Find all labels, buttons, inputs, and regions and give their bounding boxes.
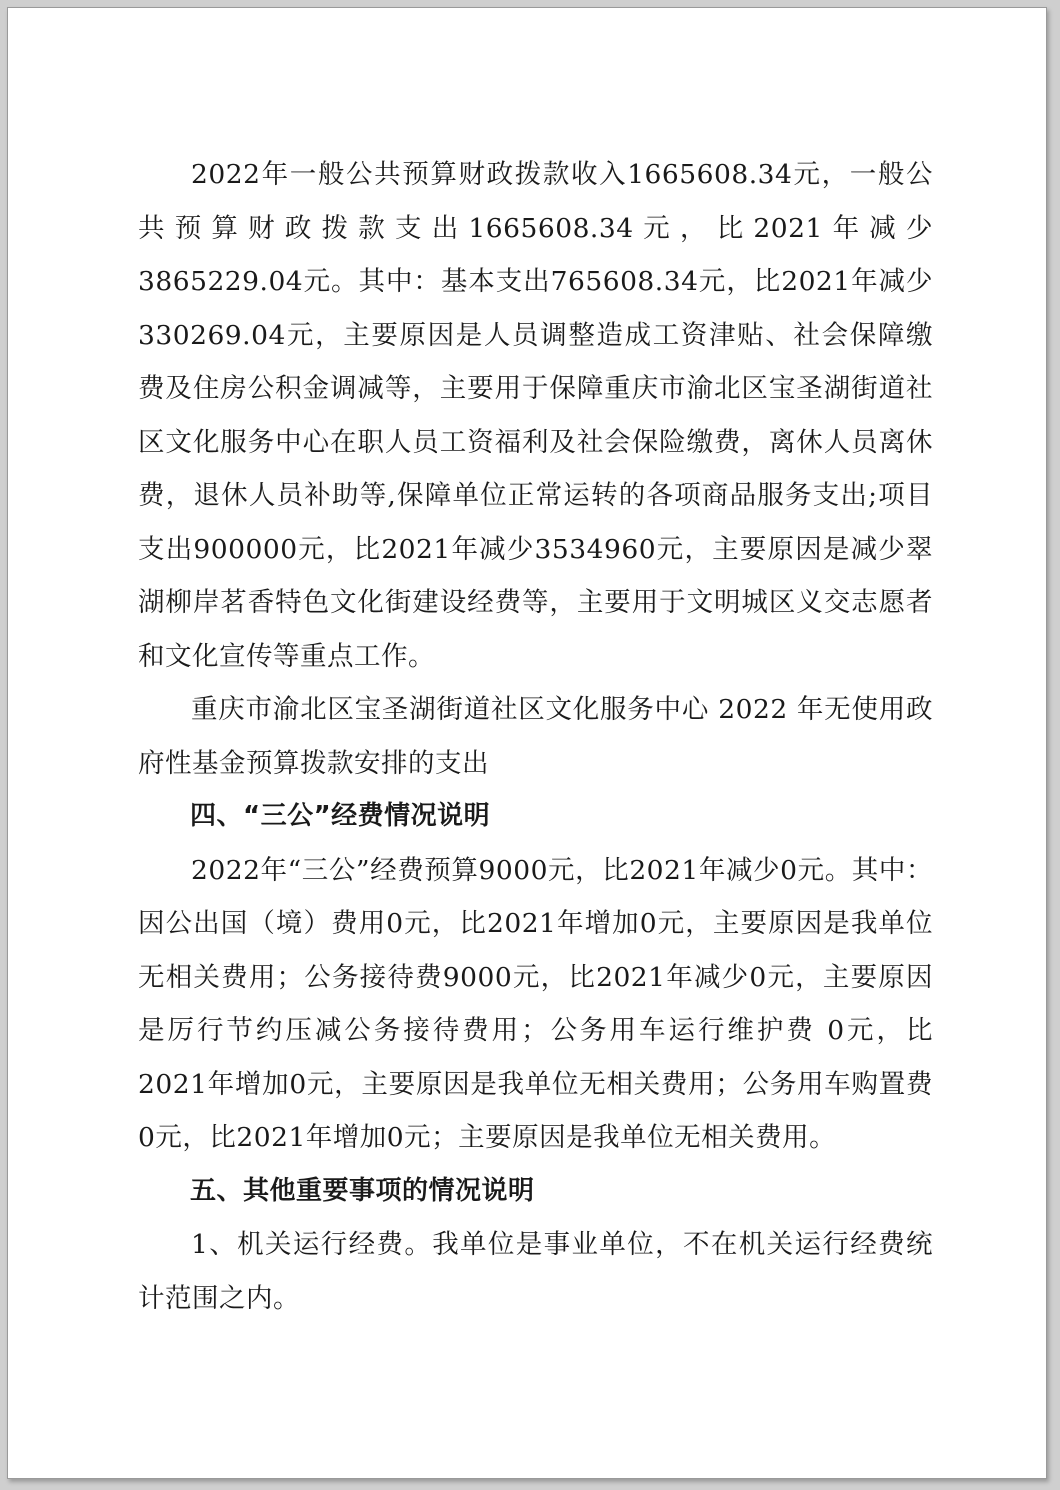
document-body <box>138 148 933 1325</box>
section-heading-three-public: 四、“三公”经费情况说明 <box>190 801 491 831</box>
paragraph-budget-expenditure: 2022年一般公共预算财政拨款收入1665608.34元，一般公共预算财政拨款支出1665608.34元，比2021年减少3865229.04元。其中：基本支出765608.34元，比2021年减少330269.04元，主要原因是人员调整造成工资津贴、社会保障缴费及住房公积金调减等，主要用于保障重庆市渝北区宝圣湖街道社区文化服务中心在职人员工资福利及社会保险缴费，离休人员离休费，退休人员补助等,保障单位正常运转的各项商品服务支出;项目支出900000元，比2021年减少3534960元，主要原因是减少翠湖柳岸茗香特色文化街建设经费等，主要用于文明城区义交志愿者和文化宣传等重点工作。 <box>138 159 933 672</box>
document-page <box>7 7 1047 1479</box>
paragraph-three-public-expenses: 2022年“三公”经费预算9000元，比2021年减少0元。其中：因公出国（境）费用0元，比2021年增加0元，主要原因是我单位无相关费用；公务接待费9000元，比2021年减少0元，主要原因是厉行节约压减公务接待费用；公务用车运行维护费 0元，比2021年增加0元，主要原因是我单位无相关费用；公务用车购置费0元，比2021年增加0元；主要原因是我单位无相关费用。 <box>138 854 933 1153</box>
paragraph-operating-expenses: 1、机关运行经费。我单位是事业单位，不在机关运行经费统计范围之内。 <box>138 1229 933 1314</box>
paragraph-government-fund: 重庆市渝北区宝圣湖街道社区文化服务中心 2022 年无使用政府性基金预算拨款安排的支出 <box>138 694 933 779</box>
section-heading-other-matters: 五、其他重要事项的情况说明 <box>190 1175 535 1206</box>
